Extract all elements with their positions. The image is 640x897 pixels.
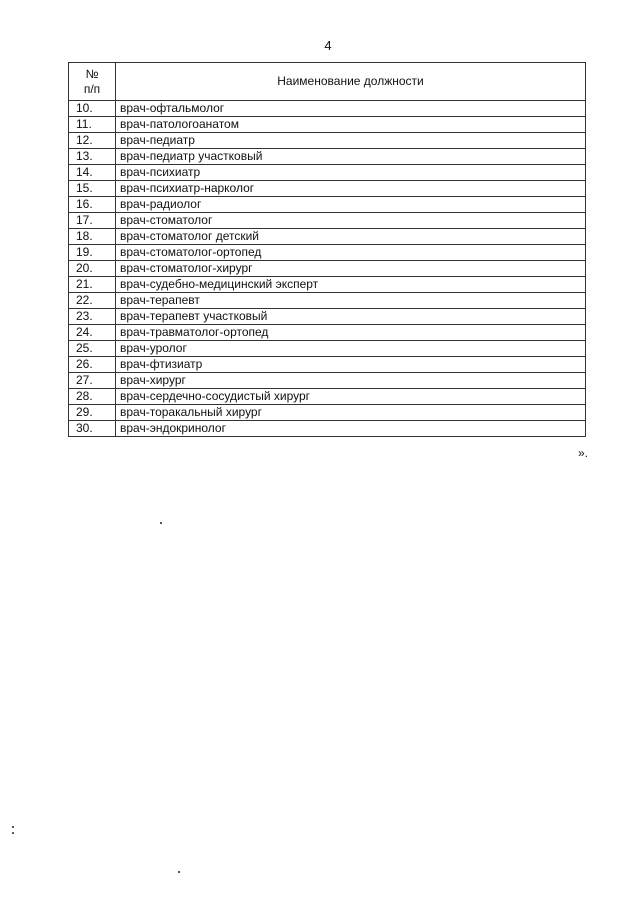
position-name: врач-терапевт [116,293,586,309]
position-name: врач-травматолог-ортопед [116,325,586,341]
position-name: врач-стоматолог-ортопед [116,245,586,261]
position-name: врач-патологоанатом [116,117,586,133]
table-row [69,165,586,181]
position-name: врач-терапевт участковый [116,309,586,325]
position-name: врач-фтизиатр [116,357,586,373]
position-name: врач-психиатр [116,165,586,181]
table-row [69,341,586,357]
table-header-row [69,63,586,101]
row-number: 16. [69,197,116,213]
position-name: врач-стоматолог [116,213,586,229]
position-name: врач-судебно-медицинский эксперт [116,277,586,293]
position-name: врач-эндокринолог [116,421,586,437]
table-row [69,261,586,277]
position-name: врач-педиатр участковый [116,149,586,165]
row-number: 11. [69,117,116,133]
table-row [69,373,586,389]
position-name: врач-стоматолог-хирург [116,261,586,277]
table-row [69,229,586,245]
positions-table [68,62,586,437]
page-number: 4 [324,38,332,53]
scan-speck [178,871,180,873]
position-name: врач-педиатр [116,133,586,149]
position-name: врач-торакальный хирург [116,405,586,421]
row-number: 28. [69,389,116,405]
table-row [69,421,586,437]
table-body [69,101,586,437]
table-row [69,405,586,421]
row-number: 17. [69,213,116,229]
position-name: врач-радиолог [116,197,586,213]
row-number: 26. [69,357,116,373]
column-header-number [69,63,116,101]
row-number: 27. [69,373,116,389]
table-row [69,213,586,229]
column-header-number-symbol: № [85,66,99,81]
row-number: 14. [69,165,116,181]
table-row [69,277,586,293]
position-name: врач-хирург [116,373,586,389]
table-row [69,357,586,373]
row-number: 15. [69,181,116,197]
table-row [69,181,586,197]
row-number: 24. [69,325,116,341]
row-number: 23. [69,309,116,325]
table-row [69,117,586,133]
row-number: 25. [69,341,116,357]
table-row [69,293,586,309]
row-number: 21. [69,277,116,293]
table-row [69,101,586,117]
table-row [69,133,586,149]
row-number: 10. [69,101,116,117]
scan-speck [12,826,14,828]
closing-quote-mark: ». [578,446,589,460]
row-number: 22. [69,293,116,309]
row-number: 19. [69,245,116,261]
table-row [69,197,586,213]
row-number: 29. [69,405,116,421]
row-number: 13. [69,149,116,165]
position-name: врач-сердечно-сосудистый хирург [116,389,586,405]
row-number: 30. [69,421,116,437]
table-row [69,325,586,341]
position-name: врач-офтальмолог [116,101,586,117]
row-number: 20. [69,261,116,277]
table-row [69,149,586,165]
scan-speck [160,522,162,524]
table-row [69,389,586,405]
column-header-number-abbr: п/п [83,81,101,96]
column-header-position-name: Наименование должности [116,63,586,101]
position-name: врач-стоматолог детский [116,229,586,245]
position-name: врач-психиатр-нарколог [116,181,586,197]
table-row [69,245,586,261]
scan-speck [12,832,14,834]
position-name: врач-уролог [116,341,586,357]
table-row [69,309,586,325]
row-number: 18. [69,229,116,245]
row-number: 12. [69,133,116,149]
